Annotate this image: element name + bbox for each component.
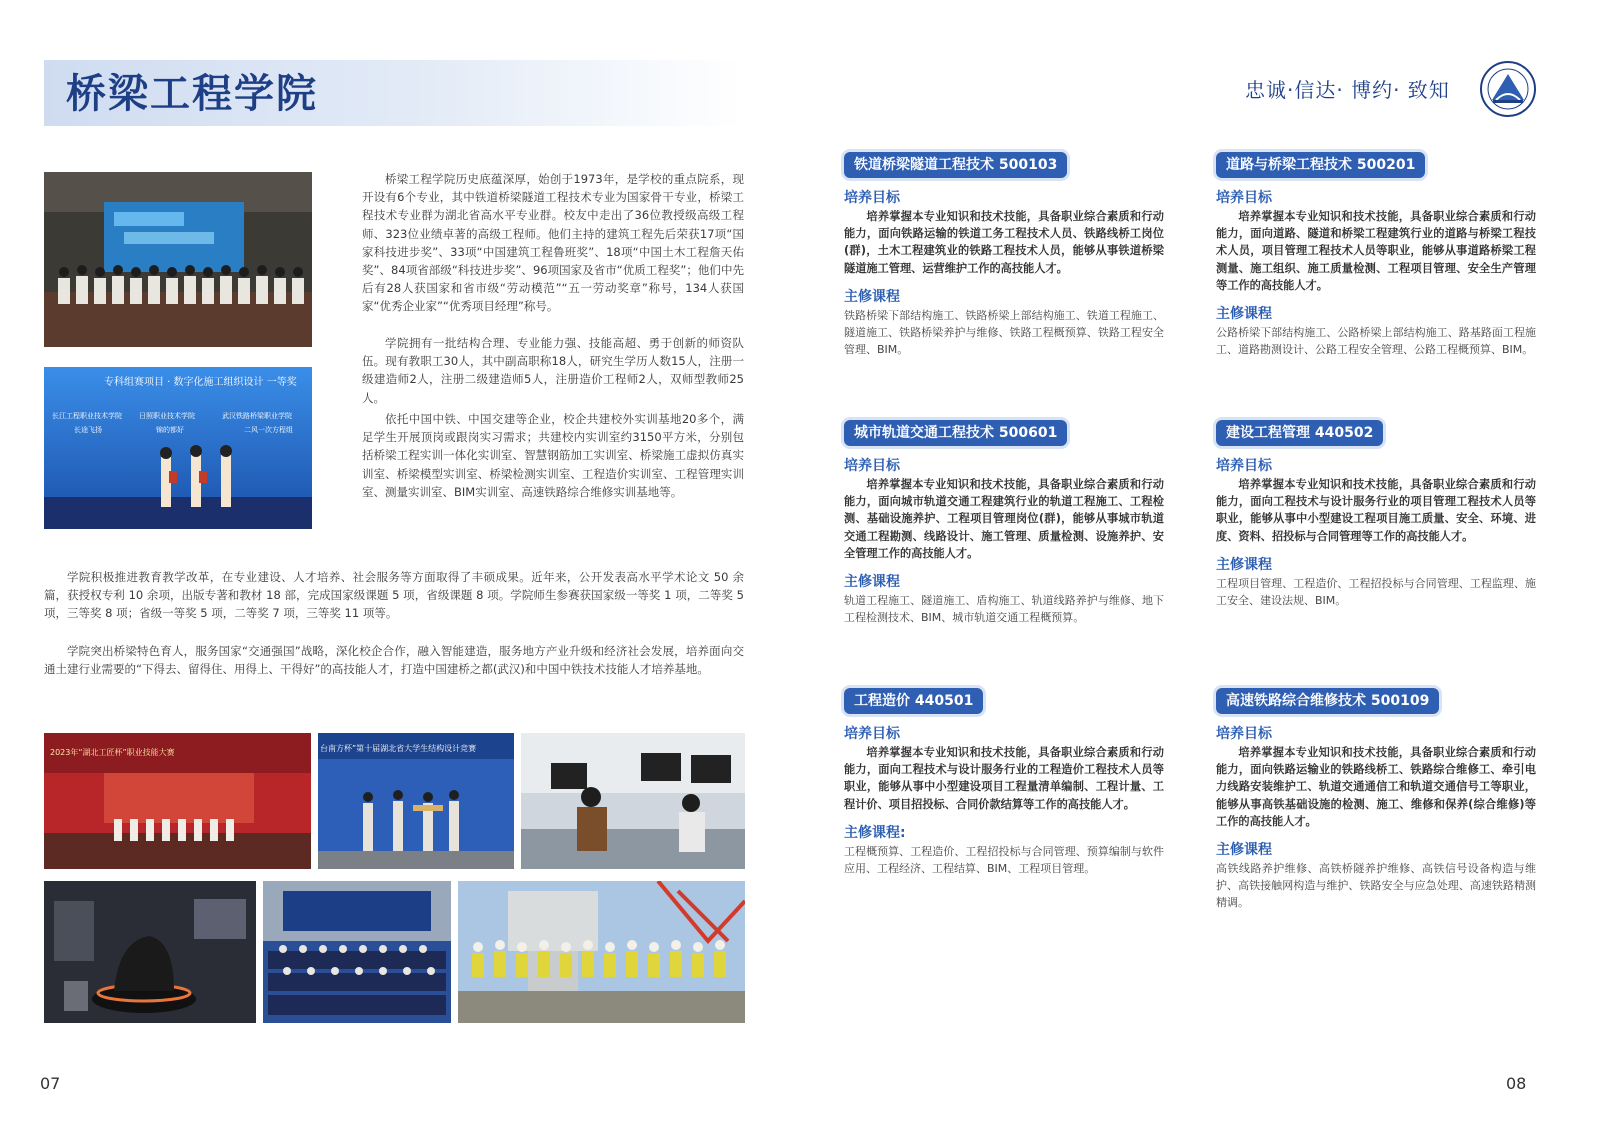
goal-text: 培养掌握本专业知识和技术技能，具备职业综合素质和行动能力，面向铁路运输的铁道工务工程技术人员、铁路线桥工岗位(群)，土木工程建筑业的铁路工程技术人员，能够从事铁道桥梁隧道施工管理、运营维护工作的高技能人才。 [844, 210, 1164, 275]
page-number-right: 08 [1506, 1074, 1527, 1093]
courses-heading: 主修课程 [1216, 556, 1272, 573]
student-group-photo [263, 881, 451, 1023]
school-motto: 忠诚·信达· 博约· 致知 [1245, 78, 1450, 102]
goal-heading: 培养目标 [1216, 726, 1272, 742]
program-card [844, 420, 1164, 626]
computer-lab-photo [521, 733, 745, 869]
program-title: 城市轨道交通工程技术 500601 [844, 420, 1067, 446]
goal-text: 培养掌握本专业知识和技术技能，具备职业综合素质和行动能力，面向工程技术与设计服务行业的项目管理工程技术人员等职业，能够从事中小型建设工程项目施工质量、安全、环境、进度、资料、招投标与合同管理等工作的高技能人才。 [1216, 478, 1536, 543]
program-title: 建设工程管理 440502 [1216, 420, 1383, 446]
program-card [1216, 420, 1536, 609]
program-card [844, 152, 1164, 358]
goal-heading: 培养目标 [844, 726, 900, 742]
goal-heading: 培养目标 [844, 190, 900, 206]
page-number-left: 07 [40, 1074, 61, 1093]
school-logo-icon [1479, 60, 1537, 118]
goal-text: 培养掌握本专业知识和技术技能，具备职业综合素质和行动能力，面向铁路运输业的铁路线桥工、铁路综合维修工、牵引电力线路安装维护工、轨道交通通信工和轨道交通信号工等职业，能够从事高铁基础设施的检测、施工、维修和保养(综合维修)等工作的高技能人才。 [1216, 746, 1536, 828]
group-photo-meeting-room [44, 172, 312, 347]
goal-heading: 培养目标 [1216, 458, 1272, 474]
award-team-1: 长途飞扬 [74, 426, 102, 434]
vr-simulator-photo [44, 881, 256, 1023]
intro-paragraph-3: 依托中国中铁、中国交建等企业，校企共建校外实训基地20多个，满足学生开展顶岗或跟岗实习需求；共建校内实训室约3150平方米，分别包括桥梁工程实训一体化实训室、智慧钢筋加工实训室、桥梁施工虚拟仿真实训室、桥梁模型实训室、桥梁检测实训室、工程造价实训室、工程管理实训室、测量实训室、BIM实训室、高速铁路综合维修实训基地等。 [362, 412, 744, 499]
award-team-3: 二风一次方程组 [244, 426, 293, 434]
goal-text: 培养掌握本专业知识和技术技能，具备职业综合素质和行动能力，面向工程技术与设计服务行业的工程造价工程技术人员等职业，能够从事中小型建设项目工程量清单编制、工程计量、工程计价、项目招投标、合同价款结算等工作的高技能人才。 [844, 746, 1164, 811]
program-card [844, 688, 1164, 877]
program-title: 铁道桥梁隧道工程技术 500103 [844, 152, 1067, 178]
courses-heading: 主修课程: [844, 824, 906, 841]
program-title: 工程造价 440501 [844, 688, 983, 714]
courses-heading: 主修课程 [844, 288, 900, 305]
construction-site-photo [458, 881, 745, 1023]
courses-text: 公路桥梁下部结构施工、公路桥梁上部结构施工、路基路面工程施工、道路勘测设计、公路工程安全管理、公路工程概预算、BIM。 [1216, 326, 1536, 357]
award-ceremony-photo [44, 367, 312, 529]
courses-text: 轨道工程施工、隧道施工、盾构施工、轨道线路养护与维修、地下工程检测技术、BIM、城市轨道交通工程概预算。 [844, 594, 1164, 625]
courses-text: 高铁线路养护维修、高铁桥隧养护维修、高铁信号设备构造与维护、高铁接触网构造与维护、铁路安全与应急处理、高速铁路精测精调。 [1216, 862, 1536, 910]
courses-text: 工程概预算、工程造价、工程招投标与合同管理、预算编制与软件应用、工程经济、工程结算、BIM、工程项目管理。 [844, 844, 1164, 876]
competition-caption: 2023年“湖北工匠杯”职业技能大赛 [50, 748, 175, 757]
courses-text: 工程项目管理、工程造价、工程招投标与合同管理、工程监理、施工安全、建设法规、BIM。 [1216, 576, 1536, 608]
courses-heading: 主修课程 [844, 574, 900, 591]
structure-contest-photo [318, 733, 514, 869]
achievement-paragraph: 学院积极推进教育教学改革，在专业建设、人才培养、社会服务等方面取得了丰硕成果。近年来，公开发表高水平学术论文 50 余篇，获授权专利 10 余项，出版专著和教材 18 部，完成国家级课题 5 项，省级课题 8 项。学院师生参赛获国家级一等奖 1 项，二等奖 5 项，三等奖 8 项；省级一等奖 5 项，二等奖 7 项，三等奖 11 项等。 [44, 570, 744, 621]
award-school-2: 日照职业技术学院 [139, 412, 195, 420]
courses-heading: 主修课程 [1216, 306, 1272, 323]
page-title: 桥梁工程学院 [66, 71, 318, 117]
program-card [1216, 152, 1536, 358]
intro-paragraph-2: 学院拥有一批结构合理、专业能力强、技能高超、勇于创新的师资队伍。现有教职工30人，其中副高职称18人，研究生学历人数15人，注册一级建造师2人，注册二级建造师5人，注册造价工程师2人，双师型教师25人。 [362, 336, 744, 405]
mission-paragraph: 学院突出桥梁特色育人，服务国家“交通强国”战略，深化校企合作，融入智能建造，服务地方产业升级和经济社会发展，培养面向交通土建行业需要的“下得去、留得住、用得上、干得好”的高技能人才，打造中国建桥之都(武汉)和中国中铁技术技能人才培养基地。 [44, 644, 744, 677]
courses-text: 铁路桥梁下部结构施工、铁路桥梁上部结构施工、铁道工程施工、隧道施工、铁路桥梁养护与维修、铁路工程概预算、铁路工程安全管理、BIM。 [844, 308, 1164, 357]
program-title: 道路与桥梁工程技术 500201 [1216, 152, 1425, 178]
award-school-3: 武汉铁路桥梁职业学院 [222, 412, 292, 420]
goal-text: 培养掌握本专业知识和技术技能，具备职业综合素质和行动能力，面向城市轨道交通工程建筑行业的轨道工程施工、工程检测、基础设施养护、工程项目管理岗位(群)，能够从事城市轨道交通工程勘测、线路设计、施工管理、质量检测、设施养护、安全管理工作的高技能人才。 [844, 478, 1164, 560]
program-title: 高速铁路综合维修技术 500109 [1216, 688, 1439, 714]
award-team-2: 锦的都好 [156, 426, 184, 434]
award-photo-caption: 专科组赛项目 · 数字化施工组织设计 一等奖 [104, 377, 297, 388]
goal-text: 培养掌握本专业知识和技术技能，具备职业综合素质和行动能力，面向道路、隧道和桥梁工程建筑行业的道路与桥梁工程技术人员，项目管理工程技术人员等职业，能够从事道路桥梁工程测量、施工组织、施工质量检测、工程项目管理、安全生产管理等工作的高技能人才。 [1216, 210, 1536, 292]
competition-stage-photo [44, 733, 311, 869]
program-card [1216, 688, 1536, 912]
award-school-1: 长江工程职业技术学院 [52, 412, 122, 420]
courses-heading: 主修课程 [1216, 842, 1272, 859]
goal-heading: 培养目标 [844, 458, 900, 474]
intro-paragraph-1: 桥梁工程学院历史底蕴深厚，始创于1973年，是学校的重点院系，现开设有6个专业，其中铁道桥梁隧道工程技术专业为国家骨干专业，桥梁工程技术专业群为湖北省高水平专业群。校友中走出了36位教授级高级工程师、323位业绩卓著的高级工程师。他们主持的建筑工程先后荣获17项“国家科技进步奖”、33项“中国建筑工程鲁班奖”、18项“中国土木工程詹天佑奖”、84项省部级“科技进步奖”、96项国家及省市“优质工程奖”；他们中先后有28人获国家和省市级“劳动模范”“五一劳动奖章”称号，134人获国家“优秀企业家”“优秀项目经理”称号。 [362, 172, 744, 314]
goal-heading: 培养目标 [1216, 190, 1272, 206]
structure-contest-caption: 台南方杯”第十届湖北省大学生结构设计竞赛 [320, 744, 477, 753]
